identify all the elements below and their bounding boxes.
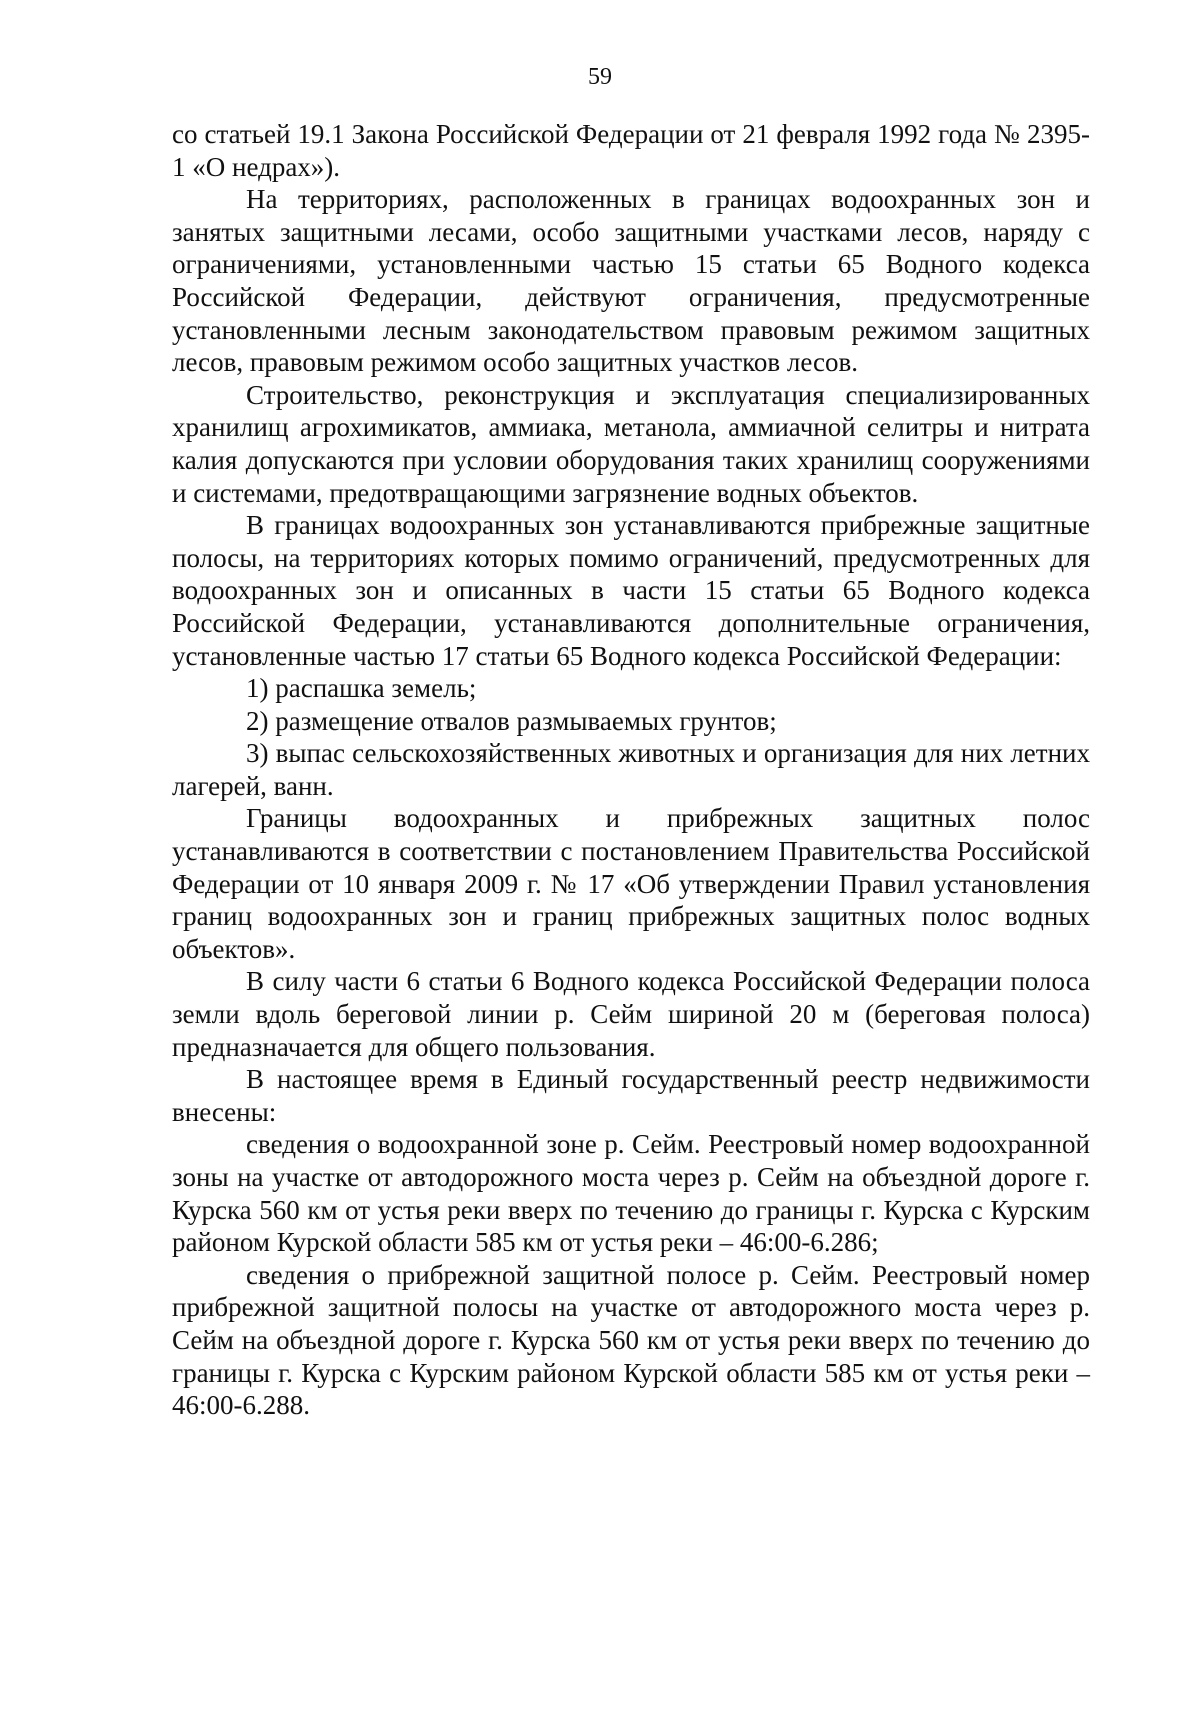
paragraph-protective-forests: На территориях, расположенных в границах водоохранных зон и занятых защитными лесами, особо защитными участками лесов, наряду с ограничениями, установленными частью 15 статьи 65 Водного кодекса Российской Федерации, действуют ограничения, предусмотренные установленными лесным законодательством правовым режимом защитных лесов, правовым режимом особо защитных участков лесов. [172,184,1090,378]
paragraph-registry-coastal-strip: сведения о прибрежной защитной полосе р. Сейм. Реестровый номер прибрежной защитной полосы на участке от автодорожного моста через р. Сейм на объездной дороге г. Курска 560 км от устья реки вверх по течению до границы г. Курска с Курским районом Курской области 585 км от устья реки – 46:00-6.288. [172,1259,1090,1421]
list-item-dumps: 2) размещение отвалов размываемых грунтов; [246,705,777,736]
paragraph-registry-water-zone: сведения о водоохранной зоне р. Сейм. Реестровый номер водоохранной зоны на участке от автодорожного моста через р. Сейм на объездной дороге г. Курска 560 км от устья реки вверх по течению до границы г. Курска с Курским районом Курской области 585 км от устья реки – 46:00-6.286; [172,1129,1090,1258]
paragraph-shore-strip: В силу части 6 статьи 6 Водного кодекса Российской Федерации полоса земли вдоль береговой линии р. Сейм шириной 20 м (береговая полоса) предназначается для общего пользования. [172,966,1090,1062]
list-item-grazing: 3) выпас сельскохозяйственных животных и организация для них летних лагерей, ванн. [172,738,1090,801]
page-number: 59 [588,64,612,90]
paragraph-boundaries: Границы водоохранных и прибрежных защитных полос устанавливаются в соответствии с постановлением Правительства Российской Федерации от 10 января 2009 г. № 17 «Об утверждении Правил установления границ водоохранных зон и границ прибрежных защитных полос водных объектов». [172,803,1090,964]
paragraph-coastal-strips: В границах водоохранных зон устанавливаются прибрежные защитные полосы, на территориях которых помимо ограничений, предусмотренных для водоохранных зон и описанных в части 15 статьи 65 Водного кодекса Российской Федерации, устанавливаются дополнительные ограничения, установленные частью 17 статьи 65 Водного кодекса Российской Федерации: [172,510,1090,671]
list-item-plowing: 1) распашка земель; [246,673,477,704]
document-body [172,118,1090,1422]
paragraph-storage-facilities: Строительство, реконструкция и эксплуатация специализированных хранилищ агрохимикатов, аммиака, метанола, аммиачной селитры и нитрата калия допускаются при условии оборудования таких хранилищ сооружениями и системами, предотвращающими загрязнение водных объектов. [172,379,1090,508]
paragraph-continuation: со статьей 19.1 Закона Российской Федерации от 21 февраля 1992 года № 2395-1 «О недрах»). [172,119,1090,182]
paragraph-registry-intro: В настоящее время в Единый государственный реестр недвижимости внесены: [172,1064,1090,1127]
